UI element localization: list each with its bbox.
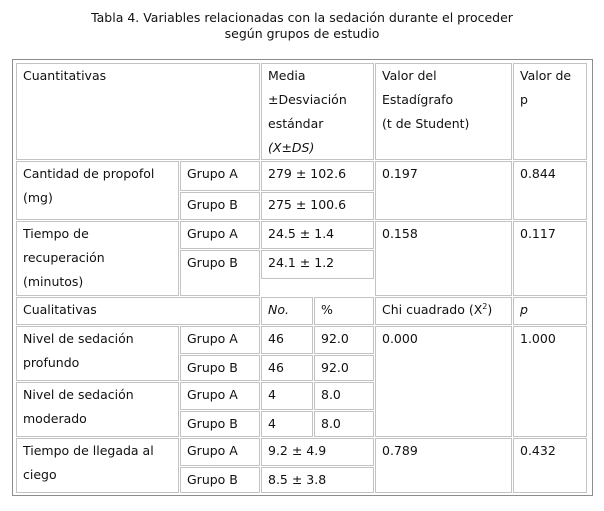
moderado-label: Nivel de sedación moderado (16, 382, 179, 437)
moderado-no-b: 4 (261, 411, 313, 437)
ciego-media-b: 8.5 ± 3.8 (261, 467, 374, 493)
moderado-pct-b: 8.0 (314, 411, 374, 437)
moderado-pct-a: 8.0 (314, 382, 374, 410)
results-table (12, 59, 593, 496)
header-p: p (513, 297, 587, 325)
profundo-grupo-a: Grupo A (180, 326, 260, 354)
header-no: No. (261, 297, 313, 325)
header-cuantitativas: Cuantitativas (16, 63, 260, 160)
header-chi-cuadrado: Chi cuadrado $(X^2)$ (375, 297, 512, 325)
recuperacion-label: Tiempo de recuperación (minutos) (16, 221, 179, 296)
profundo-no-a: 46 (261, 326, 313, 354)
moderado-no-a: 4 (261, 382, 313, 410)
header-valor-estadigrafo: Valor del Estadígrafo (t de Student) (375, 63, 512, 160)
profundo-pct-b: 92.0 (314, 355, 374, 381)
profundo-grupo-b: Grupo B (180, 355, 260, 381)
ciego-grupo-a: Grupo A (180, 438, 260, 466)
sedacion-chi: 0.000 (375, 326, 512, 437)
profundo-pct-a: 92.0 (314, 326, 374, 354)
recuperacion-grupo-a: Grupo A (180, 221, 260, 249)
propofol-estadigrafo: 0.197 (375, 161, 512, 220)
profundo-label: Nivel de sedación profundo (16, 326, 179, 381)
ciego-p: 0.432 (513, 438, 587, 493)
propofol-media-b: 275 ± 100.6 (261, 192, 374, 220)
propofol-grupo-a: Grupo A (180, 161, 260, 191)
propofol-label: Cantidad de propofol (mg) (16, 161, 179, 220)
table-caption (0, 10, 604, 42)
propofol-p: 0.844 (513, 161, 587, 220)
ciego-chi: 0.789 (375, 438, 512, 493)
recuperacion-p: 0.117 (513, 221, 587, 296)
recuperacion-grupo-b: Grupo B (180, 250, 260, 296)
header-cualitativas: Cualitativas (16, 297, 260, 325)
header-valor-p: Valor de p (513, 63, 587, 160)
moderado-grupo-a: Grupo A (180, 382, 260, 410)
recuperacion-media-a: 24.5 ± 1.4 (261, 221, 374, 249)
header-media: Media ±Desviación estándar (X±DS) (261, 63, 374, 160)
header-porcentaje: % (314, 297, 374, 325)
ciego-media-a: 9.2 ± 4.9 (261, 438, 374, 466)
propofol-media-a: 279 ± 102.6 (261, 161, 374, 191)
sedacion-p: 1.000 (513, 326, 587, 437)
ciego-label: Tiempo de llegada al ciego (16, 438, 179, 493)
caption-line-1: Tabla 4. Variables relacionadas con la sedación durante el proceder (91, 10, 513, 25)
ciego-grupo-b: Grupo B (180, 467, 260, 493)
recuperacion-estadigrafo: 0.158 (375, 221, 512, 296)
profundo-no-b: 46 (261, 355, 313, 381)
caption-line-2: según grupos de estudio (224, 26, 380, 41)
recuperacion-media-b: 24.1 ± 1.2 (261, 250, 374, 279)
moderado-grupo-b: Grupo B (180, 411, 260, 437)
propofol-grupo-b: Grupo B (180, 192, 260, 220)
